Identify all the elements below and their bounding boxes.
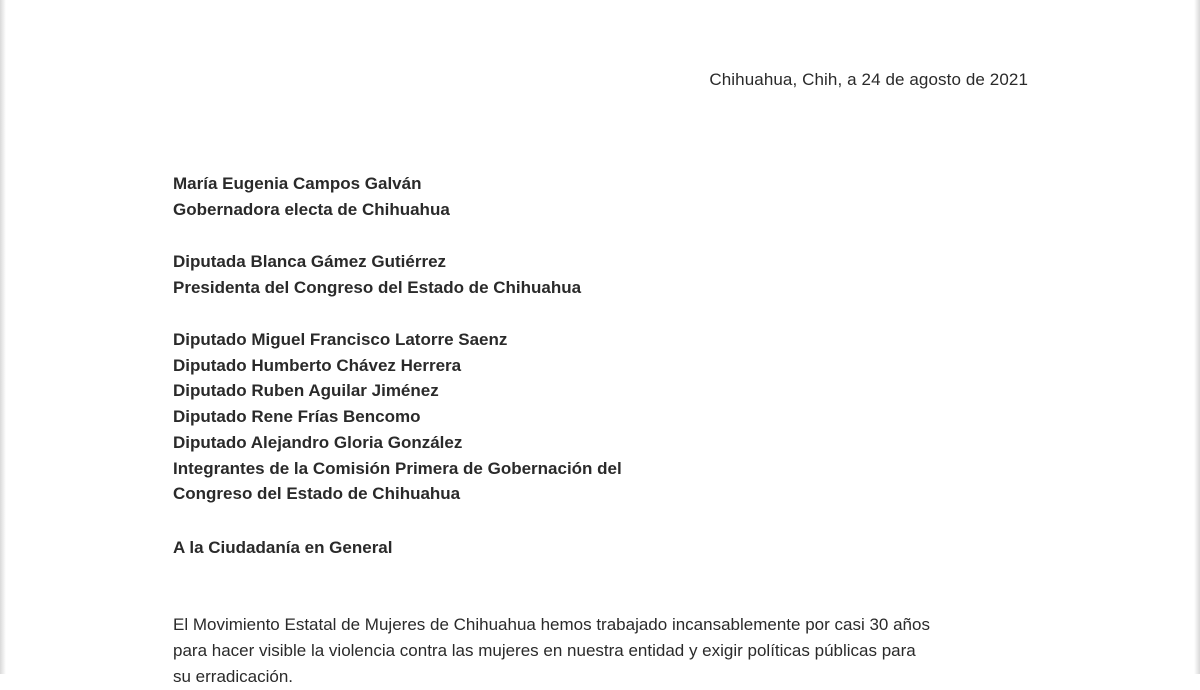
recipient-block-congress-president (173, 249, 581, 300)
recipient-title: Gobernadora electa de Chihuahua (173, 199, 450, 219)
recipient-name: Diputado Rene Frías Bencomo (173, 407, 421, 427)
recipient-block-governor (173, 171, 450, 222)
page-edge-left (0, 0, 6, 674)
recipient-salutation: A la Ciudadanía en General (173, 538, 393, 557)
recipient-title: Integrantes de la Comisión Primera de Gobernación del (173, 458, 622, 478)
recipient-name: Diputado Alejandro Gloria González (173, 432, 463, 452)
body-line: para hacer visible la violencia contra las mujeres en nuestra entidad y exigir políticas públicas para (173, 641, 916, 660)
page-edge-right (1194, 0, 1200, 674)
letter-body (173, 612, 1033, 690)
body-line: El Movimiento Estatal de Mujeres de Chihuahua hemos trabajado incansablemente por casi 30 años (173, 615, 930, 634)
letter-date: Chihuahua, Chih, a 24 de agosto de 2021 (709, 70, 1028, 89)
recipient-name: Diputado Humberto Chávez Herrera (173, 355, 462, 375)
recipient-title: Presidenta del Congreso del Estado de Chihuahua (173, 277, 582, 297)
recipient-name: Diputado Miguel Francisco Latorre Saenz (173, 330, 508, 349)
recipient-title: Congreso del Estado de Chihuahua (173, 484, 461, 504)
body-line: su erradicación. (173, 667, 294, 686)
recipient-block-citizens (173, 535, 393, 561)
recipient-block-commission (173, 327, 622, 507)
recipient-name: Diputado Ruben Aguilar Jiménez (173, 381, 439, 401)
recipient-name: Diputada Blanca Gámez Gutiérrez (173, 252, 447, 271)
recipient-name: María Eugenia Campos Galván (173, 174, 422, 193)
